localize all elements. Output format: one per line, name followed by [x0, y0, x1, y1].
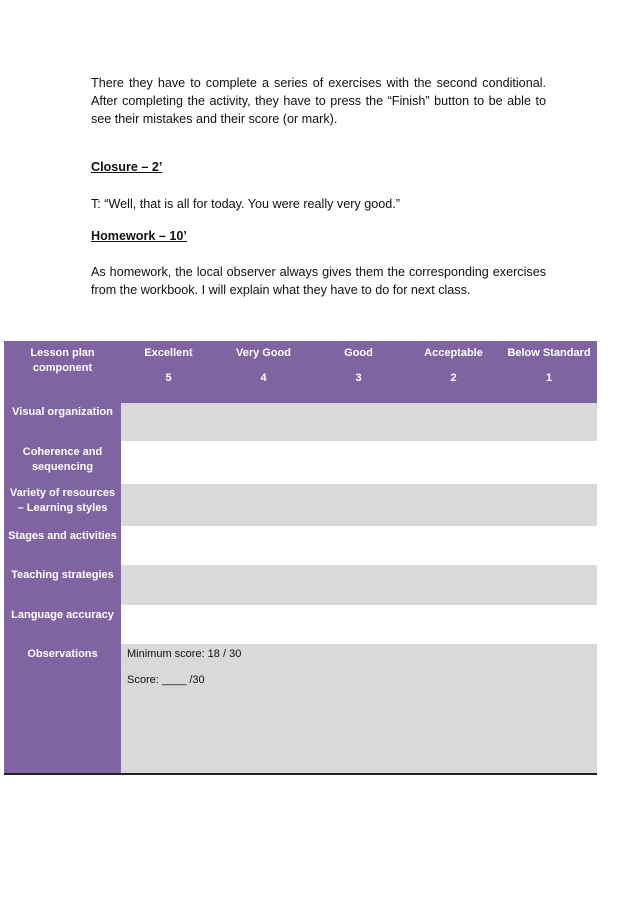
rubric-row: [4, 526, 597, 565]
rubric-row-observations: [4, 644, 597, 774]
paragraph-closure-quote: T: “Well, that is all for today. You were really very good.”: [91, 197, 400, 211]
row-label-stages-activities: [4, 526, 121, 565]
row-label-language-accuracy: [4, 605, 121, 644]
row-label-coherence: [4, 441, 121, 484]
header-level-good: [311, 341, 406, 403]
level-label: Below Standard: [507, 347, 591, 359]
row-label-text: Teaching strategies: [11, 569, 114, 581]
heading-closure: Closure – 2’: [91, 160, 163, 174]
rating-cell[interactable]: [121, 565, 597, 605]
level-label: Good: [344, 347, 373, 359]
heading-homework: Homework – 10’: [91, 229, 187, 243]
row-label-teaching-strategies: [4, 565, 121, 605]
paragraph-homework: As homework, the local observer always gives them the corresponding exercises from the workbook. I will explain what they have to do for next class.: [91, 265, 546, 297]
level-score: 4: [260, 372, 267, 384]
row-label-text: Visual organization: [12, 406, 113, 418]
paragraph-activity-instructions: There they have to complete a series of exercises with the second conditional. After completing the activity, they have to press the “Finish” button to be able to see their mistakes and their score (or mark).: [91, 76, 546, 126]
row-label-variety-resources: [4, 484, 121, 526]
row-label-text: sequencing: [31, 461, 94, 473]
row-label-text: Observations: [27, 648, 98, 660]
row-label-text: Stages and activities: [8, 530, 117, 542]
header-level-very-good: [216, 341, 311, 403]
row-label-visual-organization: [4, 403, 121, 441]
header-component-line2: component: [32, 362, 93, 374]
rating-cell[interactable]: [121, 526, 597, 565]
rubric-row: [4, 565, 597, 605]
header-level-excellent: [121, 341, 216, 403]
minimum-score-text: Minimum score: 18 / 30: [127, 648, 242, 660]
rating-cell[interactable]: [121, 484, 597, 526]
row-label-text: Coherence and: [22, 446, 103, 458]
rubric-row: [4, 403, 597, 441]
level-score: 5: [165, 372, 172, 384]
rating-cell[interactable]: [121, 403, 597, 441]
rating-cell[interactable]: [121, 441, 597, 484]
rating-cell[interactable]: [121, 605, 597, 644]
row-label-observations: [4, 644, 121, 774]
rubric-row: [4, 441, 597, 484]
level-label: Acceptable: [424, 347, 483, 359]
header-level-acceptable: [406, 341, 501, 403]
level-label: Excellent: [144, 347, 193, 359]
level-score: 3: [355, 372, 362, 384]
header-level-below-standard: [501, 341, 597, 403]
rubric-table: [4, 341, 597, 775]
rubric-header-row: [4, 341, 597, 403]
observations-cell[interactable]: [121, 644, 597, 774]
header-component-line1: Lesson plan: [30, 347, 95, 359]
rubric-row: [4, 484, 597, 526]
level-score: 1: [545, 372, 553, 384]
level-score: 2: [450, 372, 457, 384]
row-label-text: Language accuracy: [11, 609, 114, 621]
score-text: Score: ____ /30: [127, 674, 205, 686]
row-label-text: – Learning styles: [17, 502, 108, 514]
row-label-text: Variety of resources: [9, 487, 116, 499]
header-component: [4, 341, 121, 403]
level-label: Very Good: [235, 347, 292, 359]
rubric-row: [4, 605, 597, 644]
